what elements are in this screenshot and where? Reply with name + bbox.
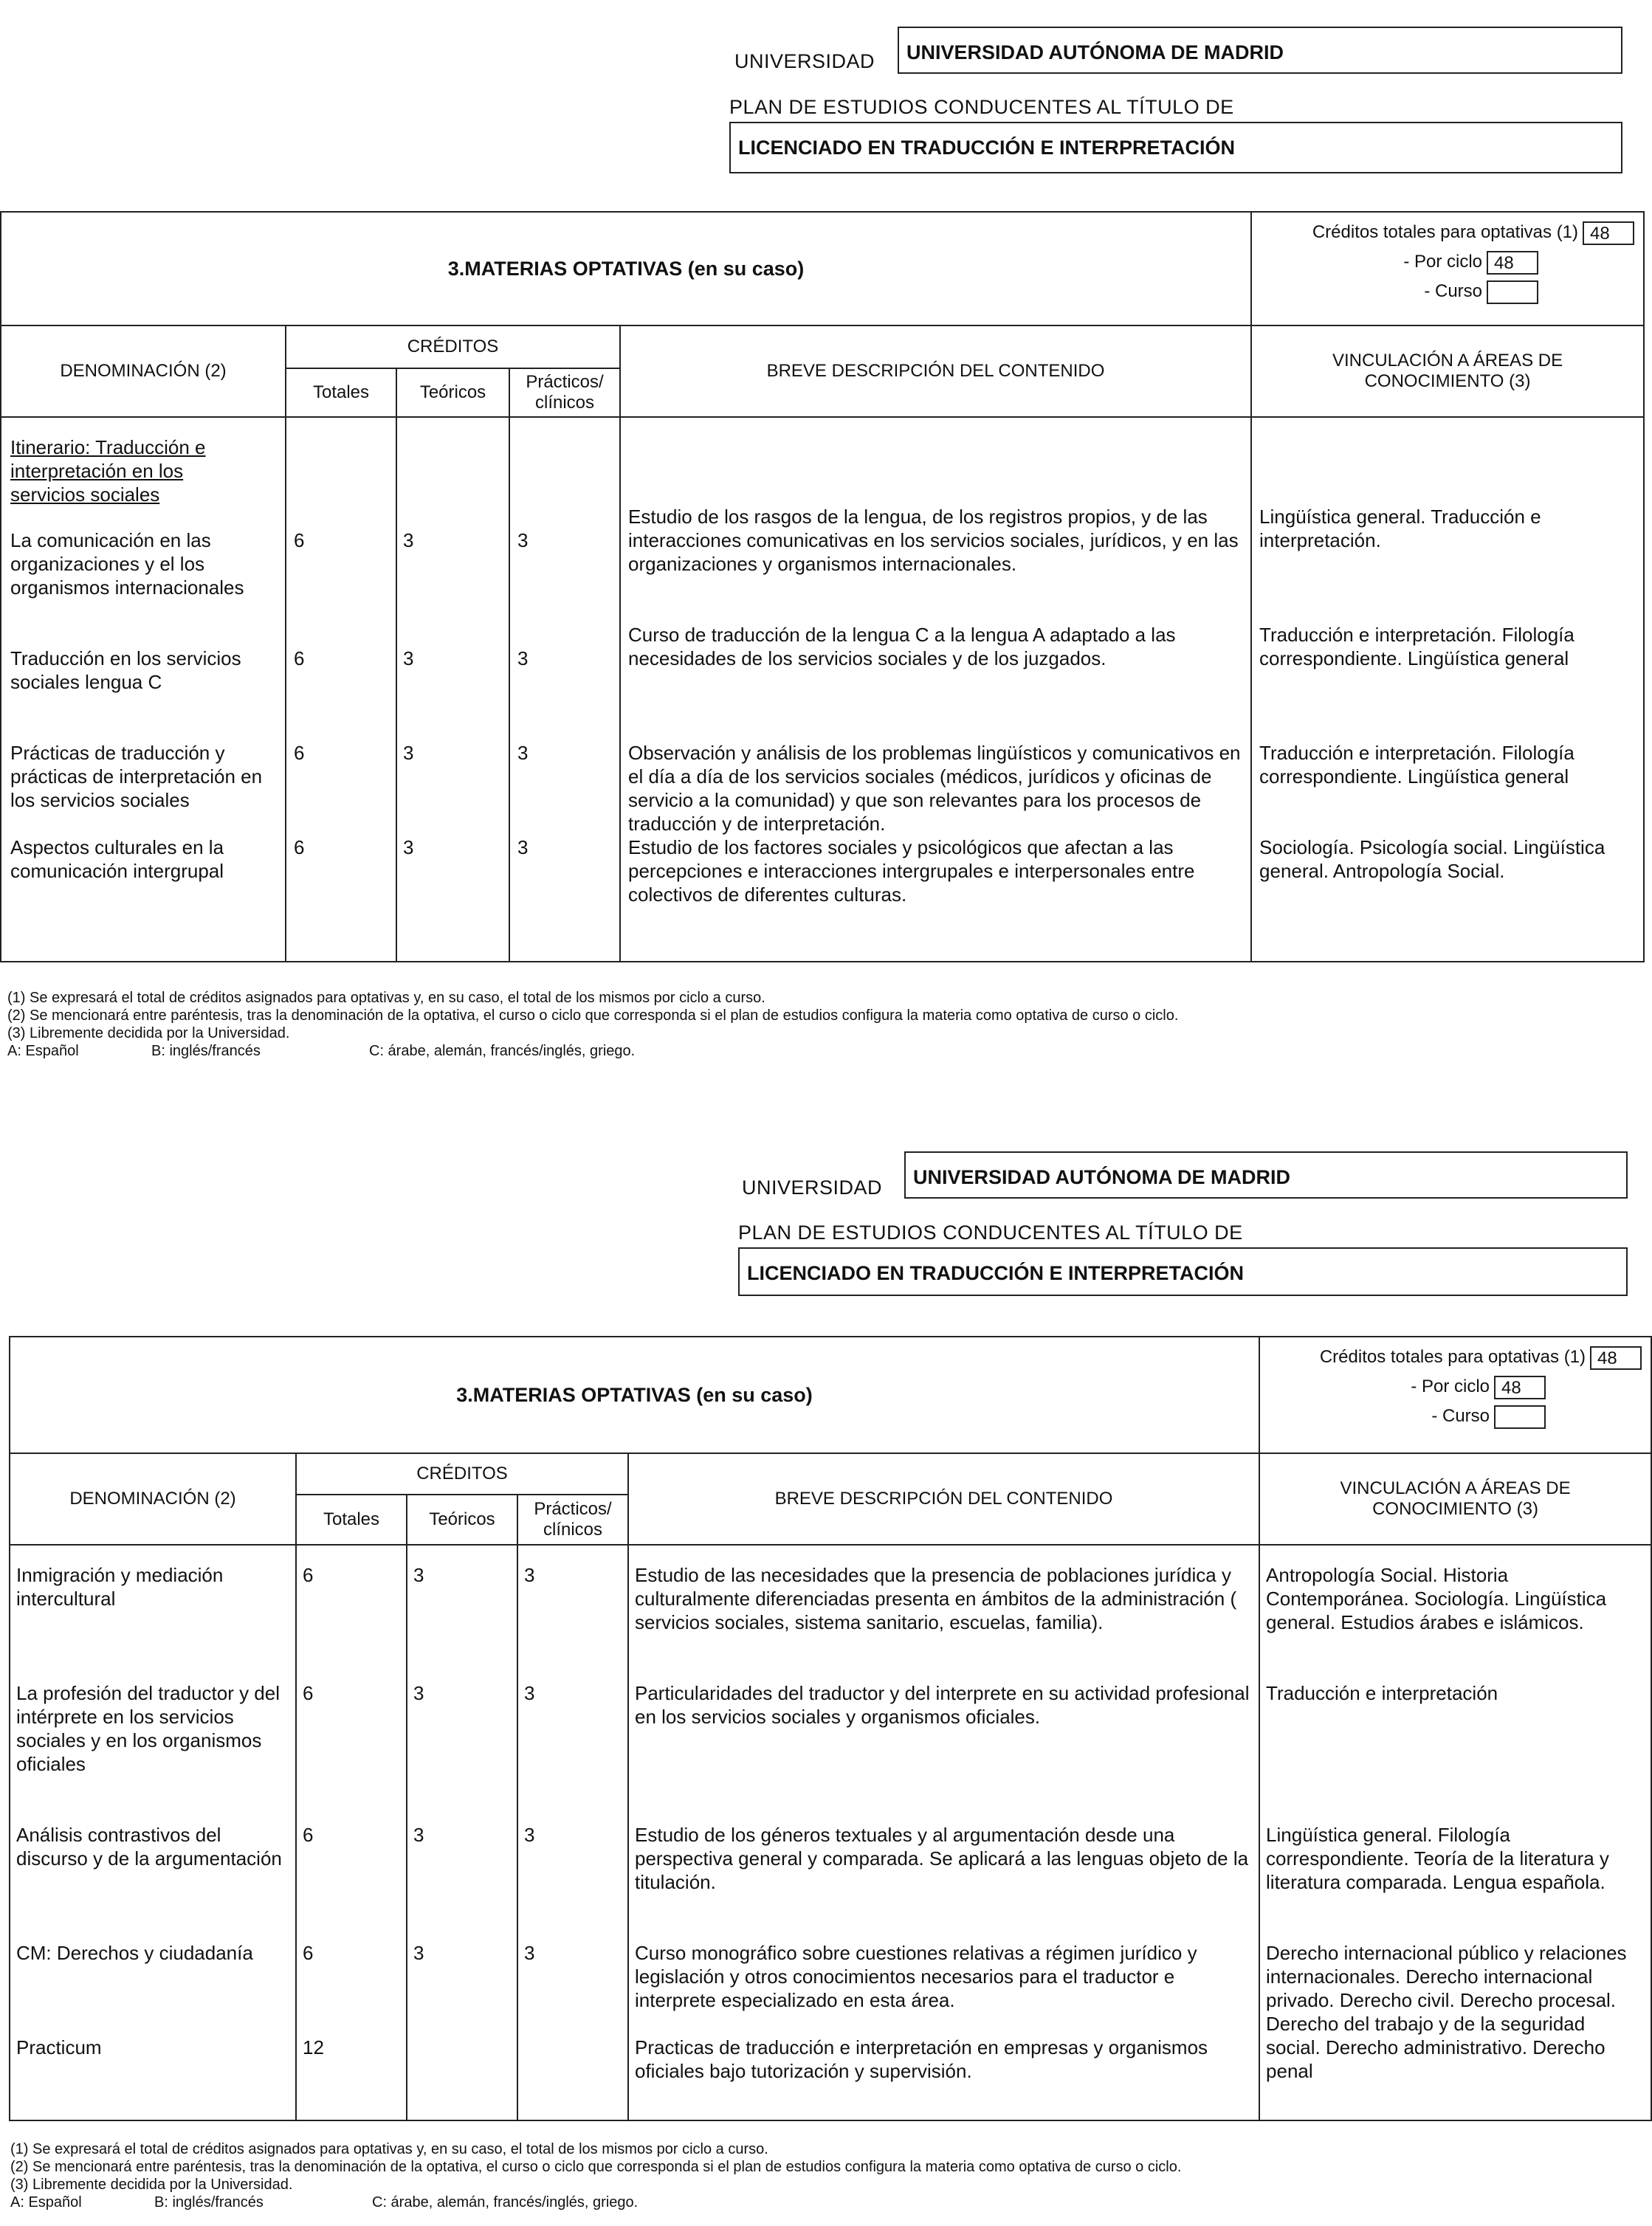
cell-vinculacion: Sociología. Psicología social. Lingüística general. Antropología Social. (1259, 836, 1605, 882)
cell-vinculacion: Antropología Social. Historia Contemporánea. Sociología. Lingüística general. Estudios árabes e islámicos. (1266, 1564, 1607, 1633)
teoricos-column (407, 1545, 517, 2120)
lang-c: C: árabe, alemán, francés/inglés, griego. (369, 1043, 636, 1059)
footnote-1: (1) Se expresará el total de créditos asignados para optativas y, en su caso, el total de los mismos por ciclo a curso. (7, 990, 765, 1006)
footnote-3: (3) Libremente decidida por la Universidad. (10, 2177, 293, 2193)
cell-vinculacion: Traducción e interpretación. Filología correspondiente. Lingüística general (1259, 742, 1574, 788)
cell-descripcion: Estudio de las necesidades que la presencia de poblaciones jurídica y culturalmente diferenciadas presenta en ámbitos de la administración ( servicios sociales, sistema sanitario, escuelas, familia). (635, 1564, 1237, 1633)
universidad-value-box: UNIVERSIDAD AUTÓNOMA DE MADRID (898, 27, 1622, 74)
footnote-2: (2) Se mencionará entre paréntesis, tras la denominación de la optativa, el curso o ciclo que corresponda si el plan de estudios configura la materia como optativa de curso o ciclo. (7, 1007, 1179, 1024)
descripcion-column (620, 417, 1251, 962)
footnote-1: (1) Se expresará el total de créditos asignados para optativas y, en su caso, el total de los mismos por ciclo a curso. (10, 2141, 768, 2157)
cell-teoricos: 3 (413, 1564, 424, 1586)
language-key (10, 2194, 1181, 2211)
por-ciclo-value: 48 (1494, 1376, 1546, 1399)
cell-teoricos: 3 (403, 529, 414, 551)
cell-vinculacion: Lingüística general. Filología correspondiente. Teoría de la literatura y literatura comparada. Lengua española. (1266, 1824, 1609, 1893)
por-ciclo-label: - Por ciclo (1411, 1376, 1490, 1396)
cell-descripcion: Estudio de los factores sociales y psicológicos que afectan a las percepciones e interacciones intergrupales e interpersonales entre colectivos de diferentes culturas. (628, 836, 1195, 906)
col-practicos: Prácticos/ clínicos (517, 1495, 628, 1545)
cell-totales: 6 (294, 529, 305, 551)
col-teoricos: Teóricos (407, 1495, 517, 1545)
language-key (7, 1042, 1178, 1060)
curso-label: - Curso (1431, 1406, 1490, 1426)
totals-label: Créditos totales para optativas (1) (1312, 222, 1579, 242)
footnotes (7, 989, 1178, 1060)
table-row: Aspectos culturales en la comunicación intergrupal (10, 836, 224, 882)
lang-a: A: Español (7, 1043, 79, 1059)
por-ciclo-value: 48 (1487, 251, 1538, 275)
descripcion-column (628, 1545, 1259, 2120)
cell-teoricos: 3 (403, 836, 414, 858)
cell-totales: 6 (294, 742, 305, 764)
lang-b: B: inglés/francés (151, 1043, 261, 1059)
cell-totales: 6 (294, 647, 305, 669)
table-row: Prácticas de traducción y prácticas de interpretación en los servicios sociales (10, 742, 263, 811)
cell-descripcion: Particularidades del traductor y del interprete en su actividad profesional en los servicios sociales y organismos oficiales. (635, 1682, 1250, 1728)
col-vinculacion: VINCULACIÓN A ÁREAS DE CONOCIMIENTO (3) (1259, 1453, 1651, 1545)
col-creditos: CRÉDITOS (296, 1453, 628, 1495)
col-descripcion: BREVE DESCRIPCIÓN DEL CONTENIDO (628, 1453, 1259, 1545)
table-row: Practicum (16, 2036, 102, 2058)
totals-value: 48 (1583, 221, 1634, 245)
lang-c: C: árabe, alemán, francés/inglés, griego. (372, 2194, 639, 2211)
cell-teoricos: 3 (403, 742, 414, 764)
cell-teoricos: 3 (413, 1682, 424, 1704)
itinerary-label: Itinerario: Traducción e interpretación en los servicios sociales (10, 436, 206, 506)
cell-descripcion: Estudio de los rasgos de la lengua, de los registros propios, y de las interacciones comunicativas en los servicios sociales, jurídicos, y en las organizaciones y organismos internacionales. (628, 506, 1239, 575)
cell-teoricos: 3 (413, 1824, 424, 1846)
cell-teoricos: 3 (403, 647, 414, 669)
optativas-table (0, 211, 1645, 962)
plan-value-box: LICENCIADO EN TRADUCCIÓN E INTERPRETACIÓN (738, 1247, 1628, 1296)
col-totales: Totales (296, 1495, 407, 1545)
plan-label: PLAN DE ESTUDIOS CONDUCENTES AL TÍTULO DE (738, 1221, 1243, 1244)
cell-practicos: 3 (524, 1942, 535, 1964)
totals-cell (1251, 212, 1644, 325)
cell-practicos: 3 (524, 1682, 535, 1704)
denominacion-column (10, 1545, 296, 2120)
cell-descripcion: Estudio de los géneros textuales y al argumentación desde una perspectiva general y comparada. Se aplicará a las lenguas objeto de la titulación. (635, 1824, 1249, 1893)
cell-practicos: 3 (517, 529, 529, 551)
universidad-label: UNIVERSIDAD (742, 1176, 883, 1199)
table-row: Inmigración y mediación intercultural (16, 1564, 224, 1610)
por-ciclo-label: - Por ciclo (1403, 252, 1483, 272)
table-row: CM: Derechos y ciudadanía (16, 1942, 253, 1964)
col-vinculacion: VINCULACIÓN A ÁREAS DE CONOCIMIENTO (3) (1251, 325, 1644, 417)
cell-practicos: 3 (524, 1824, 535, 1846)
cell-practicos: 3 (517, 836, 529, 858)
col-denominacion: DENOMINACIÓN (2) (10, 1453, 296, 1545)
table-row: Traducción en los servicios sociales lengua C (10, 647, 241, 693)
table-row: La comunicación en las organizaciones y el los organismos internacionales (10, 529, 244, 599)
table-row: La profesión del traductor y del intérprete en los servicios sociales y en los organismos oficiales (16, 1682, 280, 1775)
plan-label: PLAN DE ESTUDIOS CONDUCENTES AL TÍTULO DE (729, 96, 1234, 118)
cell-descripcion: Curso monográfico sobre cuestiones relativas a régimen jurídico y legislación y otros conocimientos necesarios para el traductor e interprete especializado en esta área. (635, 1942, 1197, 2011)
lang-a: A: Español (10, 2194, 82, 2211)
practicos-column (509, 417, 620, 962)
col-teoricos: Teóricos (396, 368, 509, 417)
denominacion-column (1, 417, 286, 962)
totales-column (286, 417, 396, 962)
footnote-3: (3) Libremente decidida por la Universidad. (7, 1025, 290, 1041)
footnotes (10, 2140, 1181, 2211)
curso-label: - Curso (1424, 281, 1483, 301)
table-title: 3.MATERIAS OPTATIVAS (en su caso) (10, 1337, 1259, 1453)
cell-vinculacion: Lingüística general. Traducción e interpretación. (1259, 506, 1541, 551)
cell-descripcion: Curso de traducción de la lengua C a la lengua A adaptado a las necesidades de los servicios sociales y de los juzgados. (628, 624, 1176, 669)
table-row: Análisis contrastivos del discurso y de la argumentación (16, 1824, 282, 1870)
cell-vinculacion: Traducción e interpretación. Filología correspondiente. Lingüística general (1259, 624, 1574, 669)
col-practicos: Prácticos/ clínicos (509, 368, 620, 417)
cell-vinculacion: Derecho internacional público y relaciones internacionales. Derecho internacional privado. Derecho civil. Derecho procesal. Derecho del trabajo y de la seguridad social. Derecho administrativo. Derecho penal (1266, 1942, 1627, 2082)
vinculacion-column (1259, 1545, 1651, 2120)
cell-totales: 6 (303, 1942, 314, 1964)
cell-practicos: 3 (517, 647, 529, 669)
cell-practicos: 3 (524, 1564, 535, 1586)
cell-totales: 6 (303, 1564, 314, 1586)
table-title: 3.MATERIAS OPTATIVAS (en su caso) (1, 212, 1251, 325)
cell-totales: 12 (303, 2036, 324, 2058)
practicos-column (517, 1545, 628, 2120)
teoricos-column (396, 417, 509, 962)
cell-totales: 6 (294, 836, 305, 858)
cell-totales: 6 (303, 1824, 314, 1846)
plan-value-box: LICENCIADO EN TRADUCCIÓN E INTERPRETACIÓN (729, 122, 1622, 173)
totales-column (296, 1545, 407, 2120)
lang-b: B: inglés/francés (154, 2194, 264, 2211)
curso-value (1487, 280, 1538, 304)
optativas-table (9, 1336, 1652, 2121)
cell-practicos: 3 (517, 742, 529, 764)
col-denominacion: DENOMINACIÓN (2) (1, 325, 286, 417)
totals-value: 48 (1590, 1346, 1642, 1370)
universidad-value-box: UNIVERSIDAD AUTÓNOMA DE MADRID (904, 1151, 1628, 1199)
universidad-label: UNIVERSIDAD (734, 50, 875, 72)
cell-descripcion: Practicas de traducción e interpretación en empresas y organismos oficiales bajo tutorización y supervisión. (635, 2036, 1208, 2082)
col-totales: Totales (286, 368, 396, 417)
cell-vinculacion: Traducción e interpretación (1266, 1682, 1498, 1704)
curso-value (1494, 1405, 1546, 1429)
col-creditos: CRÉDITOS (286, 325, 620, 368)
cell-teoricos: 3 (413, 1942, 424, 1964)
totals-label: Créditos totales para optativas (1) (1319, 1347, 1586, 1367)
totals-cell (1259, 1337, 1651, 1453)
cell-descripcion: Observación y análisis de los problemas lingüísticos y comunicativos en el día a día de los servicios sociales (médicos, jurídicos y oficinas de servicio a la comunidad) y que son relevantes para los procesos de traducción y de interpretación. (628, 742, 1241, 835)
vinculacion-column (1251, 417, 1644, 962)
cell-totales: 6 (303, 1682, 314, 1704)
footnote-2: (2) Se mencionará entre paréntesis, tras la denominación de la optativa, el curso o ciclo que corresponda si el plan de estudios configura la materia como optativa de curso o ciclo. (10, 2159, 1182, 2175)
col-descripcion: BREVE DESCRIPCIÓN DEL CONTENIDO (620, 325, 1251, 417)
